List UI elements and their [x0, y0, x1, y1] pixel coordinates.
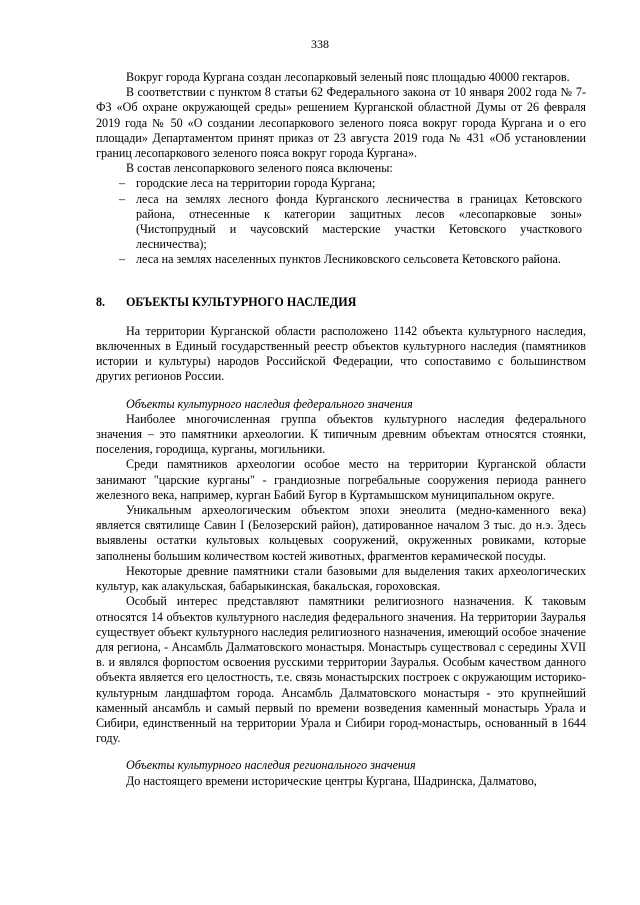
paragraph: На территории Курганской области расположено 1142 объекта культурного наследия, включенных в Единый государственный реестр объектов культурного наследия (памятников истории и культуры) народов Российской Федерации, что сопоставимо с большинством других регионов России. — [96, 323, 586, 384]
paragraph: Некоторые древние памятники стали базовыми для выделения таких археологических культур, как алакульская, бабарыкинская, бакальская, гороховская. — [96, 563, 586, 594]
paragraph: Уникальным археологическим объектом эпохи энеолита (медно-каменного века) является святилище Савин I (Белозерский район), датированное началом 3 тыс. до н.э. Здесь выявлены остатки культовых кольцевых сооружений, окруженных ровиками, которые заполнены большим количеством костей животных, фрагментов керамической посуды. — [96, 503, 586, 563]
subsection-title: Объекты культурного наследия федерального значения — [126, 396, 413, 411]
section-heading — [96, 295, 586, 310]
list-item: – городские леса на территории города Кургана; — [96, 176, 586, 191]
section-number: 8. — [96, 294, 106, 309]
bulleted-list — [96, 176, 586, 267]
section-title: ОБЪЕКТЫ КУЛЬТУРНОГО НАСЛЕДИЯ — [126, 294, 357, 309]
paragraph: Вокруг города Кургана создан лесопарковый зеленый пояс площадью 40000 гектаров. — [126, 70, 570, 84]
paragraph: До настоящего времени исторические центры Кургана, Шадринска, Далматово, — [126, 773, 537, 788]
paragraph: В соответствии с пунктом 8 статьи 62 Федерального закона от 10 января 2002 года № 7-ФЗ «Об охране окружающей среды» решением Курганской областной Думы от 26 февраля 2019 года № 50 «О создании лесопаркового зеленого пояса вокруг города Кургана и о его площади» Департаментом принят приказ от 23 августа 2019 года № 431 «Об установлении границ лесопаркового зеленого пояса вокруг города Кургана». — [96, 85, 586, 161]
paragraph: Среди памятников археологии особое место на территории Курганской области занимают "царские курганы" - грандиозные погребальные сооружения периода раннего железного века, например, курган Бабий Бугор в Куртамышском муниципальном округе. — [96, 457, 586, 502]
list-item: – леса на землях населенных пунктов Лесниковского сельсовета Кетовского района. — [96, 252, 586, 267]
paragraph: В состав ленсопаркового зеленого пояса включены: — [126, 161, 393, 176]
page-number: 338 — [311, 37, 329, 51]
paragraph: Особый интерес представляют памятники религиозного назначения. К таковым относятся 14 объектов культурного наследия федерального значения. На территории Зауралья существует объект культурного наследия религиозного назначения, имеющий особое значение для региона, - Ансамбль Далматовского монастыря. Монастырь существовал с середины XVII в. и являлся форпостом освоения русскими территории Зауралья. Особым качеством данного объекта является его целостность, т.е. связь монастырских построек с окружающим историко-культурным ландшафтом города. Ансамбль Далматовского монастыря - это крупнейший каменный ансамбль и самый первый по времени возведения каменный монастырь Урала и Сибири, единственный на территории Урала и Сибири город-монастырь, основанный в 1644 году. — [96, 594, 586, 746]
list-item: – леса на землях лесного фонда Курганского лесничества в границах Кетовского района, отнесенные к категории защитных лесов «лесопарковые зоны» (Чистопрудный и чаусовский мастерские участки Кетовского участкового лесничества); — [96, 192, 586, 253]
subsection-title: Объекты культурного наследия регионального значения — [126, 758, 416, 773]
page-content — [96, 70, 586, 789]
paragraph: Наиболее многочисленная группа объектов культурного наследия федерального значения – это памятники археологии. К типичным древним объектам относятся стоянки, поселения, городища, курганы, могильники. — [96, 411, 586, 457]
